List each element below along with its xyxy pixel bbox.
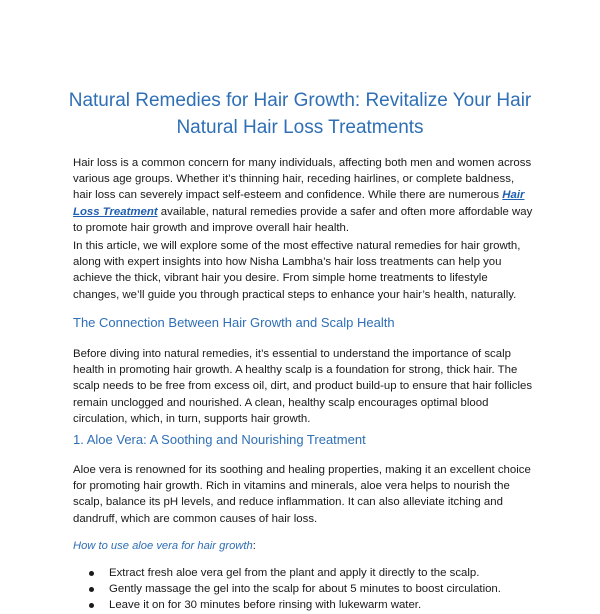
article-overview-paragraph: In this article, we will explore some of the most effective natural remedies for hair growth, along with expert insights into how Nisha Lambha’s hair loss treatments can help you achieve the thick, vibrant hair you desire. From simple home treatments to lifestyle changes, we’ll guide you through practical steps to enhance your hair’s health, naturally. [73, 240, 521, 301]
list-item [73, 565, 543, 581]
page-title-line-1: Natural Remedies for Hair Growth: Revitalize Your Hair [68, 90, 532, 111]
bullet-icon [89, 603, 94, 608]
scalp-health-paragraph: Before diving into natural remedies, it’s essential to understand the importance of scalp health in promoting hair growth. A healthy scalp is a foundation for strong, thick hair. The scalp needs to be free from excess oil, dirt, and product build-up to ensure that hair follicles remain unclogged and nourished. A clean, healthy scalp encourages optimal blood circulation, which, in turn, supports hair growth. [73, 348, 533, 425]
bullet-icon [89, 571, 94, 576]
howto-colon: : [252, 540, 256, 552]
step-text: Gently massage the gel into the scalp for about 5 minutes to boost circulation. [109, 583, 501, 596]
step-text: Leave it on for 30 minutes before rinsing with lukewarm water. [109, 599, 422, 612]
hair-loss-treatment-link[interactable]: Hair Loss Treatment [73, 189, 525, 218]
aloe-vera-paragraph: Aloe vera is renowned for its soothing and healing properties, making it an excellent choice for promoting hair growth. Rich in vitamins and minerals, aloe vera helps to nourish the scalp, balance its pH levels, and reduce inflammation. It can also alleviate itching and dandruff, which are common causes of hair loss. [73, 464, 531, 525]
list-item [73, 597, 543, 613]
section-heading-aloe-vera: 1. Aloe Vera: A Soothing and Nourishing Treatment [73, 432, 366, 447]
aloe-vera-steps-list [73, 565, 543, 614]
section-heading-scalp-health: The Connection Between Hair Growth and Scalp Health [73, 315, 395, 330]
intro-paragraph [73, 155, 533, 236]
bullet-icon [89, 587, 94, 592]
intro-text-after-link: available, natural remedies provide a safer and often more affordable way to promote hair growth and improve overall hair health. [73, 205, 533, 234]
howto-heading [73, 538, 256, 554]
list-item [73, 581, 543, 597]
howto-label: How to use aloe vera for hair growth [73, 540, 253, 552]
step-text: Extract fresh aloe vera gel from the plant and apply it directly to the scalp. [109, 567, 480, 579]
intro-text-before-link: Hair loss is a common concern for many individuals, affecting both men and women across various age groups. Whether it’s thinning hair, receding hairlines, or complete baldness, hair loss can severely impact self-esteem and confidence. While there are numerous [73, 157, 532, 202]
page-title-line-2: Natural Hair Loss Treatments [176, 117, 424, 138]
